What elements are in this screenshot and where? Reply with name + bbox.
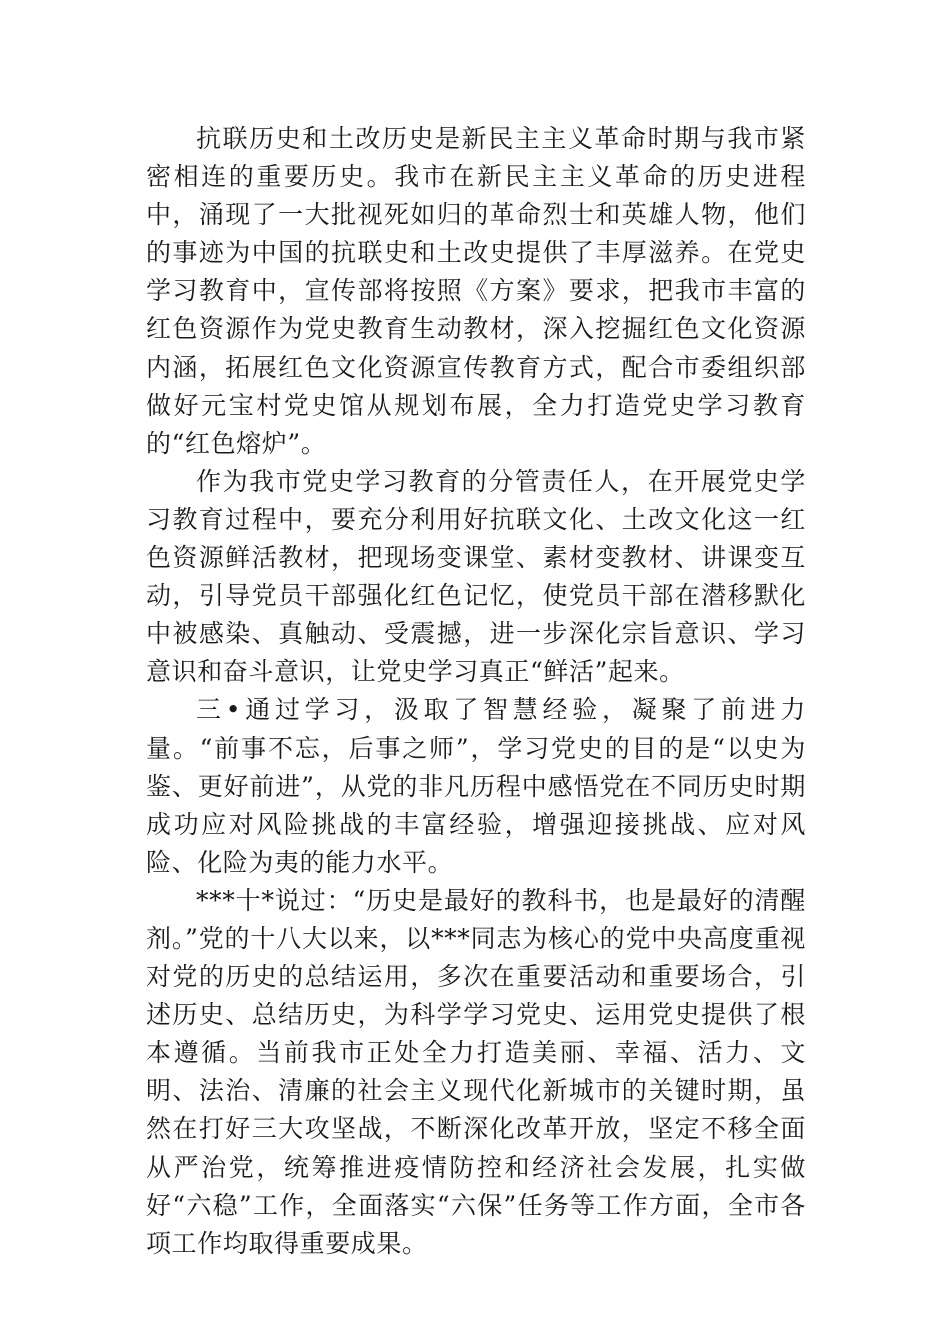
paragraph-red-resources: 抗联历史和土改历史是新民主主义革命时期与我市紧密相连的重要历史。我市在新民主主义革命的历史进程中，涌现了一大批视死如归的革命烈士和英雄人物，他们的事迹为中国的抗联史和土改史提供了丰厚滋养。在党史学习教育中，宣传部将按照《方案》要求，把我市丰富的红色资源作为党史教育生动教材，深入挖掘红色文化资源内涵，拓展红色文化资源宣传教育方式，配合市委组织部做好元宝村党史馆从规划布展，全力打造党史学习教育的“红色熔炉”。	[146, 124, 806, 458]
paragraph-responsibility: 作为我市党史学习教育的分管责任人，在开展党史学习教育过程中，要充分利用好抗联文化、土改文化这一红色资源鲜活教材，把现场变课堂、素材变教材、讲课变互动，引导党员干部强化红色记忆，使党员干部在潜移默化中被感染、真触动、受震撼，进一步深化宗旨意识、学习意识和奋斗意识，让党史学习真正“鲜活”起来。	[146, 466, 806, 687]
paragraph-section-three: 三•通过学习，汲取了智慧经验，凝聚了前进力量。“前事不忘，后事之师”，学习党史的目的是“以史为鉴、更好前进”，从党的非凡历程中感悟党在不同历史时期成功应对风险挑战的丰富经验，增强迎接挑战、应对风险、化险为夷的能力水平。	[146, 695, 806, 877]
document-body	[146, 120, 806, 1263]
paragraph-history-textbook: ***十*说过：“历史是最好的教科书，也是最好的清醒剂。”党的十八大以来，以***同志为核心的党中央高度重视对党的历史的总结运用，多次在重要活动和重要场合，引述历史、总结历史，为科学学习党史、运用党史提供了根本遵循。当前我市正处全力打造美丽、幸福、活力、文明、法治、清廉的社会主义现代化新城市的关键时期，虽然在打好三大攻坚战，不断深化改革开放，坚定不移全面从严治党，统筹推进疫情防控和经济社会发展，扎实做好“六稳”工作，全面落实“六保”任务等工作方面，全市各项工作均取得重要成果。	[146, 885, 806, 1258]
